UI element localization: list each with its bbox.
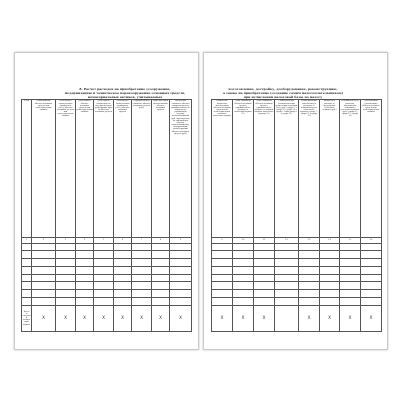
summary-row <box>22 305 192 331</box>
table-row <box>22 290 192 298</box>
table-cell <box>212 243 233 251</box>
table-cell <box>212 266 233 274</box>
table-cell <box>320 266 340 274</box>
column-header: Сумма расходов, учитываемая в расходах за каждый квартал налогового периода (графа 7 : графа 11 x графа 13) <box>299 100 320 238</box>
x-mark: X <box>132 305 152 331</box>
column-number: 6 <box>114 237 132 243</box>
left-page <box>14 52 199 350</box>
table-cell <box>152 266 170 274</box>
table-cell <box>299 266 320 274</box>
table-cell <box>22 282 32 290</box>
table-header-row <box>212 100 382 238</box>
table-cell <box>94 282 114 290</box>
table-cell <box>114 290 132 298</box>
table-row <box>212 266 382 274</box>
table-row <box>22 298 192 306</box>
column-number: 3 <box>56 237 76 243</box>
table-cell <box>22 251 32 259</box>
table-cell <box>233 259 254 267</box>
table-cell <box>233 298 254 306</box>
table-cell <box>32 243 56 251</box>
table-cell <box>132 274 152 282</box>
table-cell <box>22 243 32 251</box>
table-cell <box>56 290 76 298</box>
table-cell <box>114 298 132 306</box>
table-cell <box>275 298 299 306</box>
table-cell <box>361 251 382 259</box>
table-cell <box>32 274 56 282</box>
table-cell <box>152 290 170 298</box>
x-mark: X <box>254 305 275 331</box>
table-cell <box>233 282 254 290</box>
table-cell <box>170 282 192 290</box>
table-cell <box>340 290 361 298</box>
table-cell <box>299 290 320 298</box>
table-row <box>212 243 382 251</box>
table-row <box>212 282 382 290</box>
column-number: 13 <box>299 237 320 243</box>
table-cell <box>320 298 340 306</box>
table-cell <box>320 243 340 251</box>
table-cell <box>114 259 132 267</box>
table-row <box>212 290 382 298</box>
table-row <box>22 243 192 251</box>
column-number: 4 <box>76 237 94 243</box>
table-cell <box>170 259 192 267</box>
column-number: 14 <box>320 237 340 243</box>
table-cell <box>132 290 152 298</box>
table-cell <box>22 266 32 274</box>
x-mark: X <box>76 305 94 331</box>
table-cell <box>170 266 192 274</box>
column-header: Остаточная стоимость объекта основных средств, приобретенного до перехода на упрощенную систему налогообложения (руб.) при переходе на упрощенную систему налогообложения, модернизации, реконструкции объекта основных средств (руб.) <box>170 100 192 238</box>
column-number: 16 <box>361 237 382 243</box>
table-cell <box>76 266 94 274</box>
table-row <box>212 259 382 267</box>
table-cell <box>94 290 114 298</box>
column-number: 7 <box>132 237 152 243</box>
table-cell <box>32 290 56 298</box>
table-cell <box>340 259 361 267</box>
table-cell <box>132 251 152 259</box>
right-page-title: изготовление, достройку, дооборудование, реконструкцию, а также на приобретение (создание самим налогоплательщиком) при исчислении налоговой базы по налогу <box>222 87 344 100</box>
table-cell <box>76 282 94 290</box>
column-header: Дата ввода в эксплуатацию (принятия к учету) объекта основных средств <box>114 100 132 238</box>
table-cell <box>233 243 254 251</box>
table-cell <box>361 282 382 290</box>
table-cell <box>254 290 275 298</box>
right-page-table <box>211 99 382 332</box>
table-cell <box>132 298 152 306</box>
table-cell <box>22 259 32 267</box>
table-cell <box>212 290 233 298</box>
table-row <box>212 298 382 306</box>
table-cell <box>170 274 192 282</box>
table-cell <box>320 290 340 298</box>
table-cell <box>76 274 94 282</box>
table-cell <box>340 251 361 259</box>
x-mark: X <box>32 305 56 331</box>
column-number: 11 <box>254 237 275 243</box>
table-cell <box>361 274 382 282</box>
table-cell <box>340 274 361 282</box>
table-cell <box>299 298 320 306</box>
column-header: Дата ввода в эксплуатацию (принятия к учету) объекта основных средств или нематериальных активов <box>56 100 76 238</box>
table-cell <box>32 266 56 274</box>
table-cell <box>275 259 299 267</box>
table-cell <box>94 259 114 267</box>
table-cell <box>254 298 275 306</box>
table-cell <box>76 290 94 298</box>
table-cell <box>152 243 170 251</box>
column-number: 9 <box>170 237 192 243</box>
x-mark: X <box>233 305 254 331</box>
x-mark: X <box>361 305 382 331</box>
table-cell <box>94 251 114 259</box>
column-number: 9 <box>212 237 233 243</box>
table-cell <box>76 259 94 267</box>
column-header: Дата выбытия (реализации) объекта основных средств или нематериальных активов <box>361 100 382 238</box>
x-mark: X <box>320 305 340 331</box>
summary-row <box>212 305 382 331</box>
table-cell <box>212 259 233 267</box>
table-cell <box>22 290 32 298</box>
x-mark: X <box>94 305 114 331</box>
table-cell <box>361 243 382 251</box>
column-number: 8 <box>152 237 170 243</box>
table-cell <box>275 251 299 259</box>
table-cell <box>212 251 233 259</box>
table-row <box>22 266 192 274</box>
table-cell <box>212 282 233 290</box>
left-page-table <box>21 99 192 332</box>
column-number: 15 <box>340 237 361 243</box>
table-cell <box>340 266 361 274</box>
table-cell <box>32 251 56 259</box>
table-cell <box>152 282 170 290</box>
table-cell <box>76 251 94 259</box>
table-cell <box>56 243 76 251</box>
table-cell <box>32 259 56 267</box>
table-cell <box>132 266 152 274</box>
table-cell <box>299 243 320 251</box>
table-cell <box>94 243 114 251</box>
table-cell <box>233 274 254 282</box>
table-cell <box>22 298 32 306</box>
table-cell <box>76 298 94 306</box>
table-cell <box>170 298 192 306</box>
column-header: Срок полезного использования объекта основных средств <box>152 100 170 238</box>
table-cell <box>22 274 32 282</box>
x-mark: X <box>340 305 361 331</box>
table-cell <box>56 274 76 282</box>
table-cell <box>132 243 152 251</box>
table-cell <box>114 274 132 282</box>
right-page <box>203 52 388 350</box>
table-cell <box>320 251 340 259</box>
summary-label: Всего за отчетный (налоговый) период <box>22 305 32 331</box>
table-cell <box>254 266 275 274</box>
table-cell <box>320 282 340 290</box>
table-cell <box>299 274 320 282</box>
table-cell <box>152 259 170 267</box>
table-row <box>22 259 192 267</box>
column-header: Включено в расходы за предыдущие налоговые периоды (руб.) <box>320 100 340 238</box>
table-cell <box>114 251 132 259</box>
table-cell <box>56 251 76 259</box>
table-cell <box>275 282 299 290</box>
table-cell <box>340 243 361 251</box>
column-header: Дата оплаты объекта основных средств или нематериальных активов <box>76 100 94 238</box>
table-cell <box>320 274 340 282</box>
column-header: Сумма расходов, учитываемая при исчислении налоговой базы (руб.) (графа 7 x графа 11 / графа 10 x графа 11 или графа 8 x графа 11) <box>275 100 299 238</box>
table-cell <box>152 298 170 306</box>
column-header: № п/п <box>22 100 32 238</box>
table-row <box>22 282 192 290</box>
table-cell <box>170 290 192 298</box>
x-mark: X <box>170 305 192 331</box>
column-number: 12 <box>275 237 299 243</box>
x-mark: X <box>152 305 170 331</box>
table-cell <box>299 259 320 267</box>
table-cell <box>212 274 233 282</box>
column-number: 5 <box>94 237 114 243</box>
table-cell <box>233 266 254 274</box>
table-cell <box>32 282 56 290</box>
table-cell <box>212 298 233 306</box>
table-cell <box>32 298 56 306</box>
table-row <box>212 274 382 282</box>
table-cell <box>275 290 299 298</box>
table-cell <box>56 298 76 306</box>
column-header: Оставшаяся часть расходов, подлежащая списанию в отчетных периодах (руб.) (графа 8 - графа 13 - графа 14) <box>340 100 361 238</box>
table-cell <box>361 266 382 274</box>
table-cell <box>56 259 76 267</box>
table-cell <box>254 282 275 290</box>
table-cell <box>361 290 382 298</box>
table-cell <box>233 290 254 298</box>
table-cell <box>275 266 299 274</box>
x-mark: X <box>114 305 132 331</box>
column-header: Доля стоимости объекта основных средств, принимаемая в расходы за налоговый период (%) <box>233 100 254 238</box>
column-number: 1 <box>22 237 32 243</box>
column-header: Наименование объекта основных средств или нематериальных активов <box>32 100 56 238</box>
table-cell <box>94 274 114 282</box>
table-cell <box>361 259 382 267</box>
table-cell <box>56 266 76 274</box>
column-header: Дата подачи документов на государственную регистрацию прав на объекты основных средств <box>94 100 114 238</box>
table-cell <box>340 298 361 306</box>
x-mark: X <box>299 305 320 331</box>
table-cell <box>233 251 254 259</box>
column-header: Доля стоимости объекта основных средств, принимаемая в расходы за каждый квартал налогового периода (%) <box>254 100 275 238</box>
table-cell <box>152 251 170 259</box>
table-row <box>22 251 192 259</box>
table-cell <box>152 274 170 282</box>
table-cell <box>275 274 299 282</box>
table-cell <box>114 243 132 251</box>
table-cell <box>361 298 382 306</box>
table-cell <box>76 243 94 251</box>
table-cell <box>340 282 361 290</box>
table-cell <box>254 251 275 259</box>
table-cell <box>299 251 320 259</box>
column-number: 10 <box>233 237 254 243</box>
table-row <box>22 274 192 282</box>
table-cell <box>94 266 114 274</box>
table-cell <box>132 282 152 290</box>
table-cell <box>114 282 132 290</box>
left-page-title: 8. Расчет расходов на приобретение (сооружение, модернизацию и техническое перевооружение основных средств, нематериальных активов, учитываемых <box>64 87 186 100</box>
table-cell <box>94 298 114 306</box>
table-cell <box>170 251 192 259</box>
column-header: Количество кварталов эксплуатации объекта основных средств или нематериальных активов в налоговом периоде <box>212 100 233 238</box>
table-cell <box>275 243 299 251</box>
table-cell <box>170 243 192 251</box>
table-cell <box>254 243 275 251</box>
table-cell <box>299 282 320 290</box>
column-number: 2 <box>32 237 56 243</box>
x-mark: X <box>56 305 76 331</box>
table-cell <box>320 259 340 267</box>
table-cell <box>132 259 152 267</box>
table-cell <box>114 266 132 274</box>
table-row <box>212 251 382 259</box>
table-cell <box>254 259 275 267</box>
x-mark: X <box>212 305 233 331</box>
column-header: Первоначальная стоимость объекта основных средств (руб.) <box>132 100 152 238</box>
summary-total-cell <box>275 305 299 331</box>
table-cell <box>254 274 275 282</box>
table-header-row <box>22 100 192 238</box>
table-cell <box>56 282 76 290</box>
